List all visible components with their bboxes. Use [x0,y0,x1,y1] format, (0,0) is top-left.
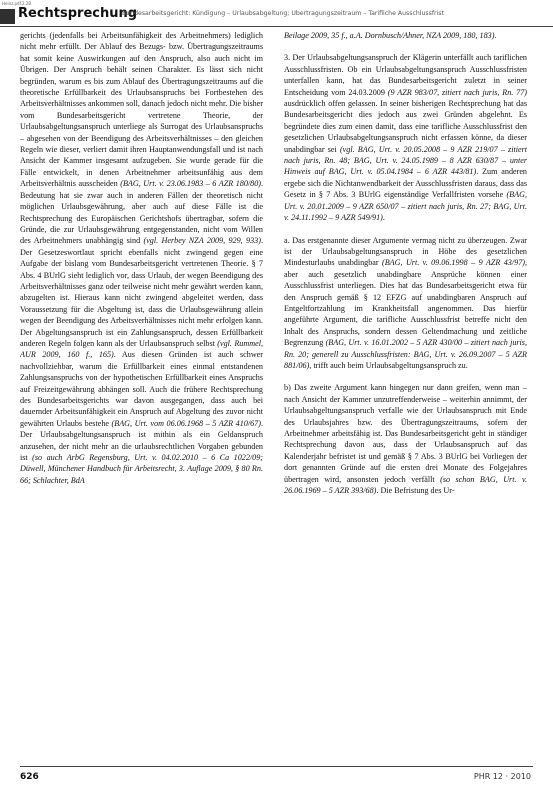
body-paragraph [284,382,527,496]
body-text: b) Das zweite Argument kann hingegen nur dann greifen, wenn man – nach Ansicht der Kammer unzutreffenderweise – weiterhin annimmt, der Urlaubsabgeltungsanspruch verfalle wie der Urlaubsanspruch mit Ende des Urlaubsjahres bzw. des Übertragungszeitraums, sofern der Arbeitnehmer arbeitsfähig ist. Das Bundesarbeitsgericht geht in ständiger Rechtsprechung davon aus, dass der Urlaubsanspruch auf das Kalenderjahr befristet ist und gemäß § 7 Abs. 3 BUrlG bei Vorliegen der dort genannten Gründe auf die ersten drei Monate des Folgejahres übertragen wird, ansonsten jedoch verfällt [284,383,527,484]
body-text: . [494,31,497,40]
right-column [284,30,527,758]
body-text: ausdrücklich offen gelassen. In seiner bisherigen Rechtsprechung hat das Bundesarbeitsgericht dies jedoch aus zwei Gründen abgelehnt. Es begründete dies zum einen damit, dass eine tarifliche Ausschlussfrist den gesetzlichen Urlaubsabgeltungsanspruch nicht erfassen könne, da dieser unabdingbar sei [284,99,527,154]
body-text: . Aus diesen Gründen ist auch schwer nachvollziehbar, warum die Erfüllbarkeit eines einmal entstandenen Zahlungsanspruchs von der hypothetischen Erfüllbarkeit eines Anspruchs auf Freizeitgewährung abhängen soll. Auch die frühere Rechtsprechung des Bundesarbeitsgerichts war davon ausgegangen, dass auch bei dauernder Arbeitsunfähigkeit ein Anspruch auf Abgeltung des zuvor nicht gewährten Urlaubs bestehe [20,350,263,428]
citation: Beilage 2009, 35 f., a.A. Dornbusch/Ahner, NZA 2009, 180, 183) [284,31,495,40]
journal-issue: PHR 12 · 2010 [473,772,531,781]
body-paragraph [284,52,527,223]
body-text: . Der Urlaubsabgeltungsanspruch ist mithin als ein Geldanspruch anzusehen, der nicht mehr an die urlaubsrechtlichen Vorgaben gebunden ist [20,418,263,463]
body-text: . Bedeutung hat sie zwar auch in anderen Fällen der theoretisch nicht möglichen Urlaubsgewährung, aber auch auf diese Fälle ist die Rechtsprechung des Europäischen Gerichtshofs übertragbar, sofern die Gründe, die zur Urlaubsgewährung entgegenstanden, nicht vom Willen des Arbeitnehmers unabhängig sind [20,179,263,246]
citation: (so auch ArbG Regensburg, Urt. v. 04.02.2010 – 6 Ca 1022/09; Düwell, Münchener Handbuch für Arbeitsrecht, 3. Auflage 2009, § 80 Rn. 66; Schlachter, BdA [20,453,263,485]
body-text: . [382,213,385,223]
body-paragraph [20,30,263,486]
body-text: . Zum anderen ergebe sich die Nichtanwendbarkeit der Ausschlussfristen daraus, dass das Gesetz in § 7 Abs. 3 BUrlG eigenständige Verfallfristen vorsehe [284,167,527,200]
citation: (so schon BAG, Urt. v. 26.06.1969 – 5 AZR 393/68) [284,474,527,496]
citation: (vgl. Rummel, AUR 2009, 160 f., 165) [20,338,263,360]
body-text: a. Das erstgenannte dieser Argumente vermag nicht zu überzeugen. Zwar ist der Urlaubsabgeltungsanspruch in Höhe des gesetzlichen Mindesturlaubs unabdingbar [284,235,527,268]
citation: (BAG, Urt. v. 20.01.2009 – 9 AZR 650/07 – zitiert nach juris, Rn. 27; BAG, Urt. v. 24.11.1992 – 9 AZR 549/91) [284,190,527,223]
left-column [20,30,263,758]
body-paragraph [284,30,527,41]
section-title: Rechtsprechung [18,6,138,21]
body-text: , aber auch gesetzlich unabdingbare Ansprüche können einer Ausschlussfrist unterliegen. Dies hat das Bundesarbeitsgericht etwa für den Anspruch gemäß § 12 EFZG auf unabdingbaren Anspruch auf Entgeltfortzahlung im Krankheitsfall angenommen. Das hierfür angeführte Argument, die tarifliche Ausschlussfrist betreffe nicht den Inhalt des Anspruchs, sondern dessen Geltendmachung und zeitliche Begrenzung [284,258,527,348]
body-text: 3. Der Urlaubsabgeltungsanspruch der Klägerin unterfällt auch tariflichen Ausschlussfristen. Ob ein Urlaubsabgeltungsanspruch Ausschlussfristen unterfallen kann, hat das Bundesarbeitsgericht zuletzt in seiner Entscheidung vom 24.03.2009 [284,53,527,97]
citation: (BAG, Urt. v. 09.06.1998 – 9 AZR 43/97) [382,258,525,268]
citation: (BAG, Urt. v. 23.06.1983 – 6 AZR 180/80) [120,179,261,189]
body-text: . Die Befristung des Ur- [376,486,455,496]
body-text: . Der Gesetzeswortlaut spricht ebenfalls nicht zwingend gegen eine Aufgabe der bislang vom Bundesarbeitsgericht vertretenen Theorie. § 7 Abs. 4 BUrlG sieht lediglich vor, dass Urlaub, der wegen Beendigung des Arbeitsverhältnisses ganz oder teilweise nicht mehr gewährt werden kann, abzugelten ist. Hieraus kann nicht zwingend abgeleitet werden, dass Voraussetzung für die Abgeltung ist, dass die Urlaubsgewährung allein wegen der Beendigung des Arbeitsverhältnisses nicht mehr erfolgen kann. Der Abgeltungsanspruch ist ein Zahlungsanspruch, dessen Erfüllbarkeit anderen Regeln folgen kann als der Urlaubsanspruch selbst [20,236,263,348]
citation: (BAG, Urt. vom 06.06.1968 – 5 AZR 410/67) [111,418,261,428]
running-head: Bundesarbeitsgericht: Kündigung – Urlaubsabgeltung; Übertragungszeitraum – Tarifliche Ausschlussfrist [122,10,444,17]
citation: (vgl. BAG, Urt. v. 20.05.2008 – 9 AZR 219/07 – zitiert nach juris, Rn. 48; BAG, Urt. v. 24.05.1989 – 8 AZR 630/87 – unter Hinweis auf BAG, Urt. v. 05.04.1984 – 6 AZR 443/81) [284,144,527,177]
body-text: , trifft auch beim Urlaubsabgeltungsanspruch zu. [309,360,468,370]
body-paragraph [284,235,527,372]
header-marker [0,9,15,24]
download-stamp: Heinz.pdf.2.2B [2,1,32,6]
page-number: 626 [20,772,39,782]
citation: (vgl. Herbey NZA 2009, 929, 933) [143,236,261,246]
footer-rule [20,766,533,767]
page-header [0,6,553,27]
body-text: gerichts (jedenfalls bei Arbeitsunfähigkeit des Arbeitnehmers) lediglich nicht mehr erfüllt. Der Ablauf des Bezugs- bzw. Übertragungszeitraums hat somit keine Auswirkungen auf den Anspruch, also auch nicht im Übrigen. Der Anspruch behält seinen Charakter. Es lässt sich nicht begründen, warum es bis zum Ablauf des Übertragungszeitraums auf die theoretische Erfüllbarkeit des Urlaubsanspruchs bei Fortbestehen des Arbeitsverhältnisses ankommen soll, danach jedoch nicht mehr. Die bisher vom Bundesarbeitsgericht vertretene Theorie, der Urlaubsabgeltungsanspruch unterliege als Surrogat des Urlaubsanspruchs – abgesehen von der Beendigung des Arbeitsverhältnisses – den gleichen Regeln wie dieser, verliert damit ihren Hauptanwendungsfall und ist nach Ansicht der Kammer insgesamt aufzugeben. Sie wurde gerade für die Fälle entwickelt, in denen Arbeitnehmer arbeitsunfähig aus dem Arbeitsverhältnis ausscheiden [20,31,263,189]
page-footer [0,766,553,793]
citation: (9 AZR 983/07, zitiert nach juris, Rn. 77) [387,87,527,97]
citation: (BAG, Urt. v. 16.01.2002 – 5 AZR 430/00 – zitiert nach juris, Rn. 20; generell zu Ausschlussfristen: BAG, Urt. v. 26.09.2007 – 5 AZR 881/06) [284,338,527,370]
